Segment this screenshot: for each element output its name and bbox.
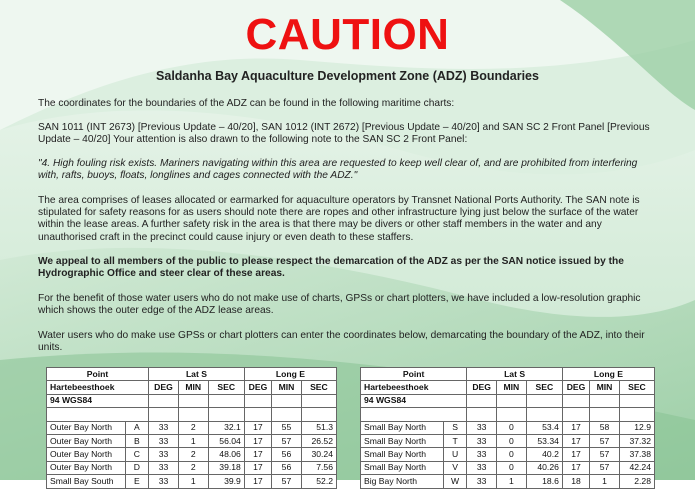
lon-min: 58 — [590, 421, 620, 434]
point-id: V — [443, 461, 466, 474]
lat-sec: 40.2 — [526, 448, 562, 461]
lat-min: 0 — [497, 421, 527, 434]
datum-label: Hartebeesthoek — [361, 381, 467, 394]
lat-sec: 32.1 — [208, 421, 244, 434]
lon-min: 55 — [272, 421, 302, 434]
lat-sec: 53.4 — [526, 421, 562, 434]
datum-label: Hartebeesthoek — [47, 381, 149, 394]
lat-min: 0 — [497, 461, 527, 474]
lon-sec: 26.52 — [301, 434, 336, 447]
lat-sec: 53.34 — [526, 434, 562, 447]
area-name: Small Bay North — [361, 434, 444, 447]
intro-paragraph: The coordinates for the boundaries of the ADZ can be found in the following maritime charts: — [38, 98, 455, 109]
area-name: Outer Bay North — [47, 461, 126, 474]
lat-deg: 33 — [467, 421, 497, 434]
lat-min: 2 — [178, 421, 208, 434]
lon-min: 57 — [590, 448, 620, 461]
lat-deg-header: DEG — [149, 381, 179, 394]
lat-deg: 33 — [467, 461, 497, 474]
caution-heading: CAUTION — [245, 10, 450, 59]
lon-deg: 17 — [562, 434, 589, 447]
lon-sec: 51.3 — [301, 421, 336, 434]
table-row — [47, 434, 337, 447]
lat-deg: 33 — [149, 421, 179, 434]
lat-deg: 33 — [149, 448, 179, 461]
lat-sec-header: SEC — [526, 381, 562, 394]
area-name: Small Bay North — [361, 448, 444, 461]
lat-deg: 33 — [467, 475, 497, 488]
lat-sec: 56.04 — [208, 434, 244, 447]
lat-min: 1 — [178, 475, 208, 488]
datum-name: 94 WGS84 — [47, 394, 149, 407]
lat-sec: 39.18 — [208, 461, 244, 474]
point-id: A — [125, 421, 148, 434]
lat-min: 2 — [178, 461, 208, 474]
charts-paragraph: SAN 1011 (INT 2673) [Previous Update – 40/20], SAN 1012 (INT 2672) [Previous Update – 40/20] and SAN SC 2 Front Panel [Previous Update – 40/20] Your attention is also drawn to the following note to the SAN SC 2 Front Panel: — [38, 122, 650, 146]
point-id: S — [443, 421, 466, 434]
lat-header: Lat S — [149, 368, 245, 381]
area-description-paragraph: The area comprises of leases allocated or earmarked for aquaculture operators by Transnet National Ports Authority. The SAN note is stipulated for safety reasons for as users should note there are ropes and other infrastructure lying just below the surface of the water within the lease areas. A further safety risk in the area is that there may be divers or other staff members in the water and any unauthorised craft in the precinct could cause injury or even death to these staffers. — [38, 195, 640, 243]
point-id: T — [443, 434, 466, 447]
lon-deg: 17 — [562, 461, 589, 474]
point-id: U — [443, 448, 466, 461]
lon-deg: 17 — [562, 421, 589, 434]
area-name: Small Bay North — [361, 421, 444, 434]
lat-min: 2 — [178, 448, 208, 461]
lon-sec: 37.38 — [619, 448, 654, 461]
point-header: Point — [361, 368, 467, 381]
area-name: Small Bay South — [47, 475, 126, 488]
table-row — [361, 448, 655, 461]
table-row — [361, 421, 655, 434]
lat-min-header: MIN — [178, 381, 208, 394]
lon-sec: 52.2 — [301, 475, 336, 488]
lon-min: 57 — [272, 434, 302, 447]
lon-min-header: MIN — [590, 381, 620, 394]
lat-deg: 33 — [149, 475, 179, 488]
lon-min: 1 — [590, 475, 620, 488]
table-row — [47, 475, 337, 488]
spacer-row — [47, 408, 337, 421]
lon-min: 57 — [590, 434, 620, 447]
long-header: Long E — [244, 368, 336, 381]
lon-min: 56 — [272, 461, 302, 474]
point-id: C — [125, 448, 148, 461]
lon-min: 56 — [272, 448, 302, 461]
lat-deg: 33 — [467, 434, 497, 447]
table-header-row — [47, 368, 337, 381]
area-name: Outer Bay North — [47, 448, 126, 461]
lon-deg: 17 — [562, 448, 589, 461]
datum-name: 94 WGS84 — [361, 394, 467, 407]
area-name: Outer Bay North — [47, 421, 126, 434]
lat-sec: 40.26 — [526, 461, 562, 474]
lat-sec: 48.06 — [208, 448, 244, 461]
table-row — [361, 434, 655, 447]
lon-min: 57 — [590, 461, 620, 474]
gps-users-paragraph: Water users who do make use GPSs or chart plotters can enter the coordinates below, demarcating the boundary of the ADZ, into their units. — [38, 330, 645, 354]
lon-sec: 37.32 — [619, 434, 654, 447]
point-id: B — [125, 434, 148, 447]
lat-min: 0 — [497, 448, 527, 461]
lat-min: 0 — [497, 434, 527, 447]
lon-min-header: MIN — [272, 381, 302, 394]
lat-deg: 33 — [149, 461, 179, 474]
lon-deg: 17 — [244, 421, 271, 434]
spacer-row — [361, 408, 655, 421]
san-note-quote: "4. High fouling risk exists. Mariners navigating within this area are requested to keep well clear of, and are prohibited from interfering with, rafts, buoys, floats, longlines and cages connected with the ADZ." — [38, 158, 638, 182]
lon-sec-header: SEC — [619, 381, 654, 394]
table-subheader-row — [47, 381, 337, 394]
coordinates-table-left — [46, 367, 337, 489]
lat-sec-header: SEC — [208, 381, 244, 394]
lon-deg: 17 — [244, 461, 271, 474]
lon-sec: 7.56 — [301, 461, 336, 474]
document-title: Saldanha Bay Aquaculture Development Zone (ADZ) Boundaries — [156, 69, 539, 83]
table-row — [47, 448, 337, 461]
area-name: Big Bay North — [361, 475, 444, 488]
datum-row — [361, 394, 655, 407]
lon-sec: 30.24 — [301, 448, 336, 461]
table-row — [361, 475, 655, 488]
lat-deg-header: DEG — [467, 381, 497, 394]
lat-deg: 33 — [149, 434, 179, 447]
area-name: Outer Bay North — [47, 434, 126, 447]
point-id: E — [125, 475, 148, 488]
lat-min: 1 — [497, 475, 527, 488]
lon-sec-header: SEC — [301, 381, 336, 394]
area-name: Small Bay North — [361, 461, 444, 474]
table-row — [47, 461, 337, 474]
lon-sec: 42.24 — [619, 461, 654, 474]
lon-deg: 18 — [562, 475, 589, 488]
lat-sec: 18.6 — [526, 475, 562, 488]
lon-deg: 17 — [244, 434, 271, 447]
lat-min-header: MIN — [497, 381, 527, 394]
graphic-info-paragraph: For the benefit of those water users who do not make use of charts, GPSs or chart plotters, we have included a low-resolution graphic which shows the outer edge of the ADZ lease areas. — [38, 293, 641, 317]
lon-sec: 2.28 — [619, 475, 654, 488]
point-id: D — [125, 461, 148, 474]
lon-min: 57 — [272, 475, 302, 488]
lon-deg-header: DEG — [562, 381, 589, 394]
lat-sec: 39.9 — [208, 475, 244, 488]
point-id: W — [443, 475, 466, 488]
lat-header: Lat S — [467, 368, 563, 381]
lon-deg: 17 — [244, 475, 271, 488]
coordinates-table-right — [360, 367, 655, 489]
lon-deg-header: DEG — [244, 381, 271, 394]
long-header: Long E — [562, 368, 654, 381]
lat-min: 1 — [178, 434, 208, 447]
table-row — [361, 461, 655, 474]
datum-row — [47, 394, 337, 407]
lat-deg: 33 — [467, 448, 497, 461]
table-subheader-row — [361, 381, 655, 394]
lon-deg: 17 — [244, 448, 271, 461]
table-row — [47, 421, 337, 434]
lon-sec: 12.9 — [619, 421, 654, 434]
point-header: Point — [47, 368, 149, 381]
table-header-row — [361, 368, 655, 381]
public-appeal-paragraph: We appeal to all members of the public to please respect the demarcation of the ADZ as per the SAN notice issued by the Hydrographic Office and steer clear of these areas. — [38, 256, 624, 280]
